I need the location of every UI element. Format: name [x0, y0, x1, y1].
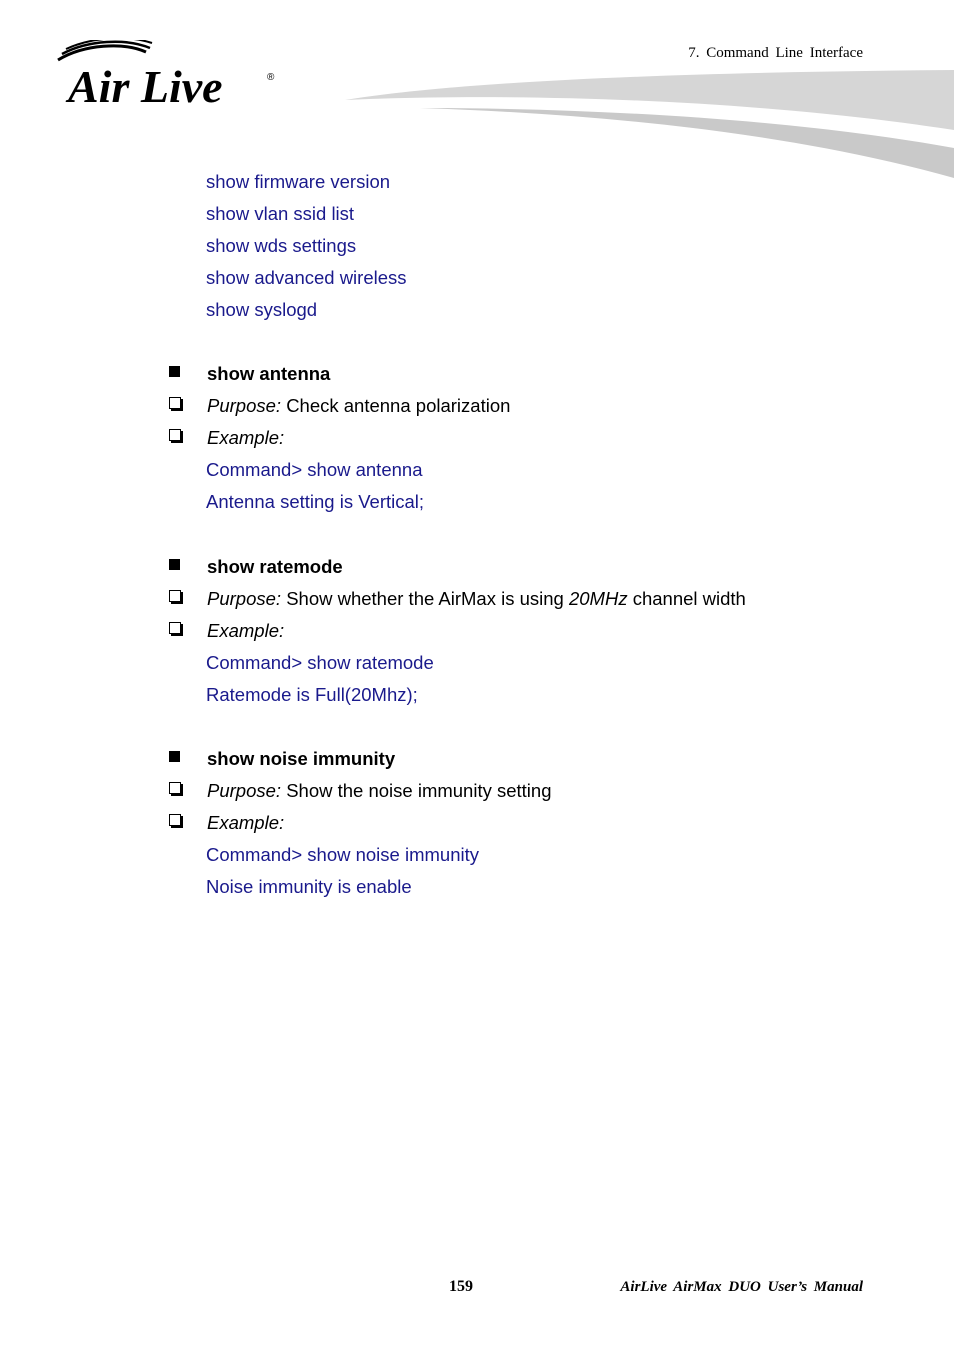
airlive-logo	[54, 40, 284, 112]
example-command: Command> show ratemode	[206, 652, 434, 673]
purpose-line	[207, 588, 746, 610]
purpose-text-after: channel width	[632, 588, 746, 609]
example-output: Antenna setting is Vertical;	[206, 491, 425, 512]
list-item: show wds settings	[206, 235, 357, 256]
section-title: show antenna	[207, 363, 331, 384]
example-output: Noise immunity is enable	[206, 876, 412, 897]
purpose-text: Show whether the AirMax is using	[286, 588, 564, 609]
example-label: Example:	[207, 620, 285, 641]
manual-title: AirLive AirMax DUO User’s Manual	[620, 1279, 863, 1295]
square-bullet-icon	[169, 751, 180, 762]
purpose-text: Show the noise immunity setting	[286, 780, 552, 801]
example-command: Command> show noise immunity	[206, 844, 479, 865]
purpose-line	[207, 780, 551, 802]
list-item: show syslogd	[206, 299, 318, 320]
list-item: show advanced wireless	[206, 267, 407, 288]
square-bullet-icon	[169, 559, 180, 570]
checkbox-bullet-icon	[169, 814, 181, 826]
example-command: Command> show antenna	[206, 459, 423, 480]
checkbox-bullet-icon	[169, 590, 181, 602]
svg-text:®: ®	[267, 72, 275, 83]
list-item: show vlan ssid list	[206, 203, 355, 224]
svg-text:Air Live: Air Live	[68, 61, 223, 112]
checkbox-bullet-icon	[169, 782, 181, 794]
checkbox-bullet-icon	[169, 622, 181, 634]
square-bullet-icon	[169, 366, 180, 377]
example-label: Example:	[207, 812, 285, 833]
purpose-line	[207, 395, 510, 417]
page-number: 159	[449, 1278, 473, 1295]
purpose-emphasis: 20MHz	[568, 588, 628, 609]
section-title: show ratemode	[207, 556, 343, 577]
chapter-title: 7. Command Line Interface	[688, 45, 863, 61]
list-item: show firmware version	[206, 171, 391, 192]
example-label: Example:	[207, 427, 285, 448]
example-output: Ratemode is Full(20Mhz);	[206, 684, 418, 705]
checkbox-bullet-icon	[169, 429, 181, 441]
purpose-label: Purpose:	[207, 588, 282, 609]
purpose-text: Check antenna polarization	[286, 395, 511, 416]
section-title: show noise immunity	[207, 748, 396, 769]
purpose-label: Purpose:	[207, 395, 282, 416]
checkbox-bullet-icon	[169, 397, 181, 409]
purpose-label: Purpose:	[207, 780, 282, 801]
